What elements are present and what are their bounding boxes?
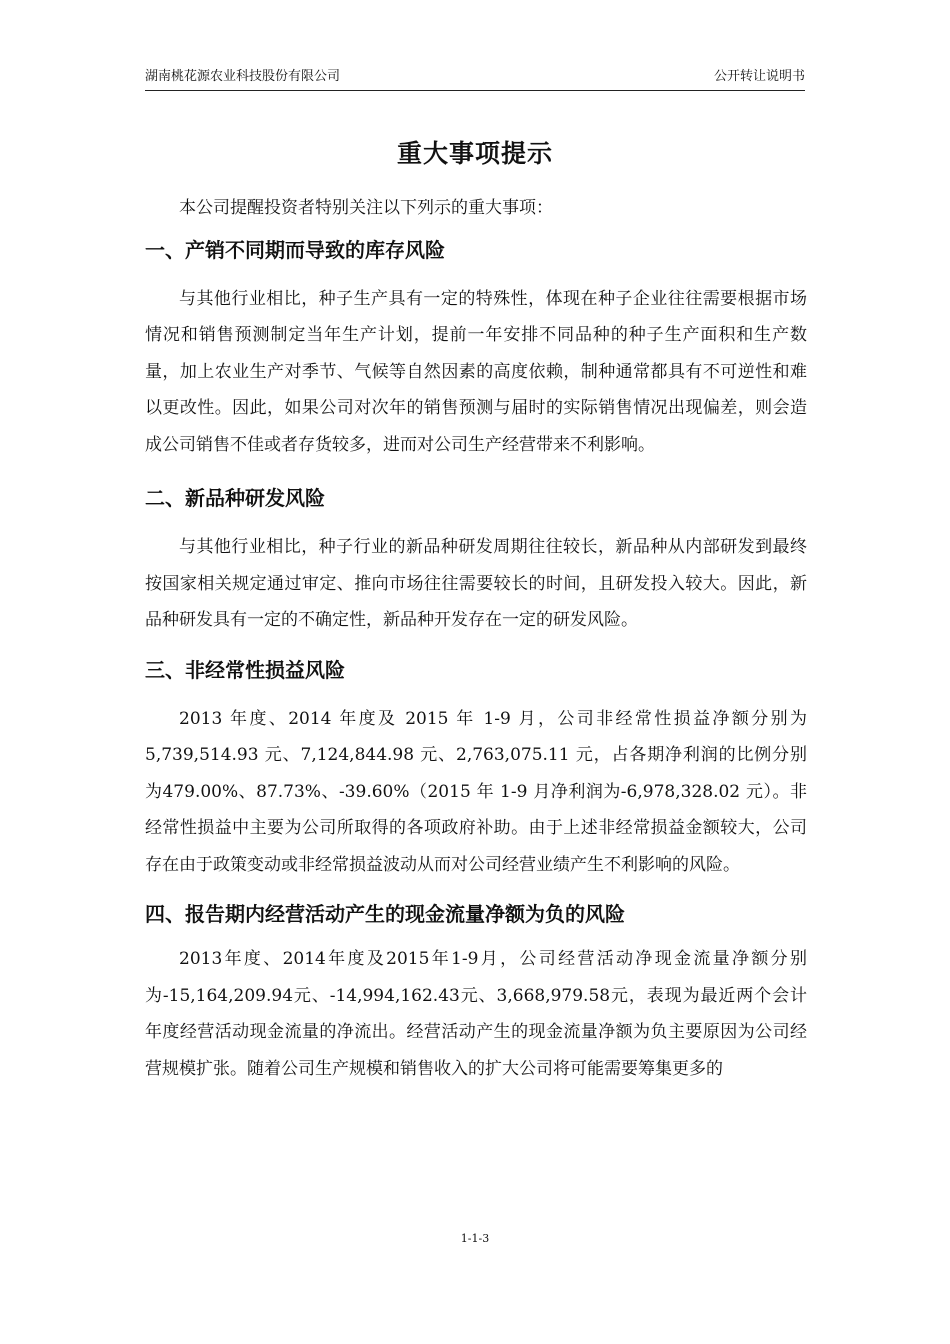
intro-paragraph: 本公司提醒投资者特别关注以下列示的重大事项： [179,198,553,218]
page-title: 重大事项提示 [396,139,553,168]
section-heading-1: 一、产销不同期而导致的库存风险 [145,237,445,262]
header-document-type: 公开转让说明书 [713,69,805,84]
section-heading-4: 四、报告期内经营活动产生的现金流量净额为负的风险 [145,902,625,926]
section-body-4: 2013年度、2014年度及2015年1-9月，公司经营活动净现金流量净额分别为-15,164,209.94元、-14,994,162.43元、3,668,979.58元，表现为最近两个会计年度经营活动现金流量的净流出。经营活动产生的现金流量净额为负主要原因为公司经营规模扩张。随着公司生产规模和销售收入的扩大公司将可能需要筹集更多的 [145,949,807,1079]
section-heading-3: 三、非经常性损益风险 [145,657,345,682]
section-heading-2: 二、新品种研发风险 [145,486,325,510]
section-body-3: 2013 年度、2014 年度及 2015 年 1-9 月，公司非经常性损益净额分别为5,739,514.93 元、7,124,844.98 元、2,763,075.11 元，占各期净利润的比例分别为479.00%、87.73%、-39.60%（2015 年 1-9 月净利润为-6,978,328.02 元）。非经常性损益中主要为公司所取得的各项政府补助。由于上述非经常损益金额较大，公司存在由于政策变动或非经常损益波动从而对公司经营业绩产生不利影响的风险。 [145,708,807,875]
section-body-1: 与其他行业相比，种子生产具有一定的特殊性，体现在种子企业往往需要根据市场情况和销售预测制定当年生产计划，提前一年安排不同品种的种子生产面积和生产数量，加上农业生产对季节、气候等自然因素的高度依赖，制种通常都具有不可逆性和难以更改性。因此，如果公司对次年的销售预测与届时的实际销售情况出现偏差，则会造成公司销售不佳或者存货较多，进而对公司生产经营带来不利影响。 [145,288,807,455]
document-body [145,190,807,1087]
header-company-name: 湖南桃花源农业科技股份有限公司 [145,69,341,84]
section-body-2: 与其他行业相比，种子行业的新品种研发周期往往较长，新品种从内部研发到最终按国家相关规定通过审定、推向市场往往需要较长的时间，且研发投入较大。因此，新品种研发具有一定的不确定性，新品种开发存在一定的研发风险。 [145,537,807,630]
page-number: 1-1-3 [460,1232,490,1245]
page-header [145,66,805,91]
